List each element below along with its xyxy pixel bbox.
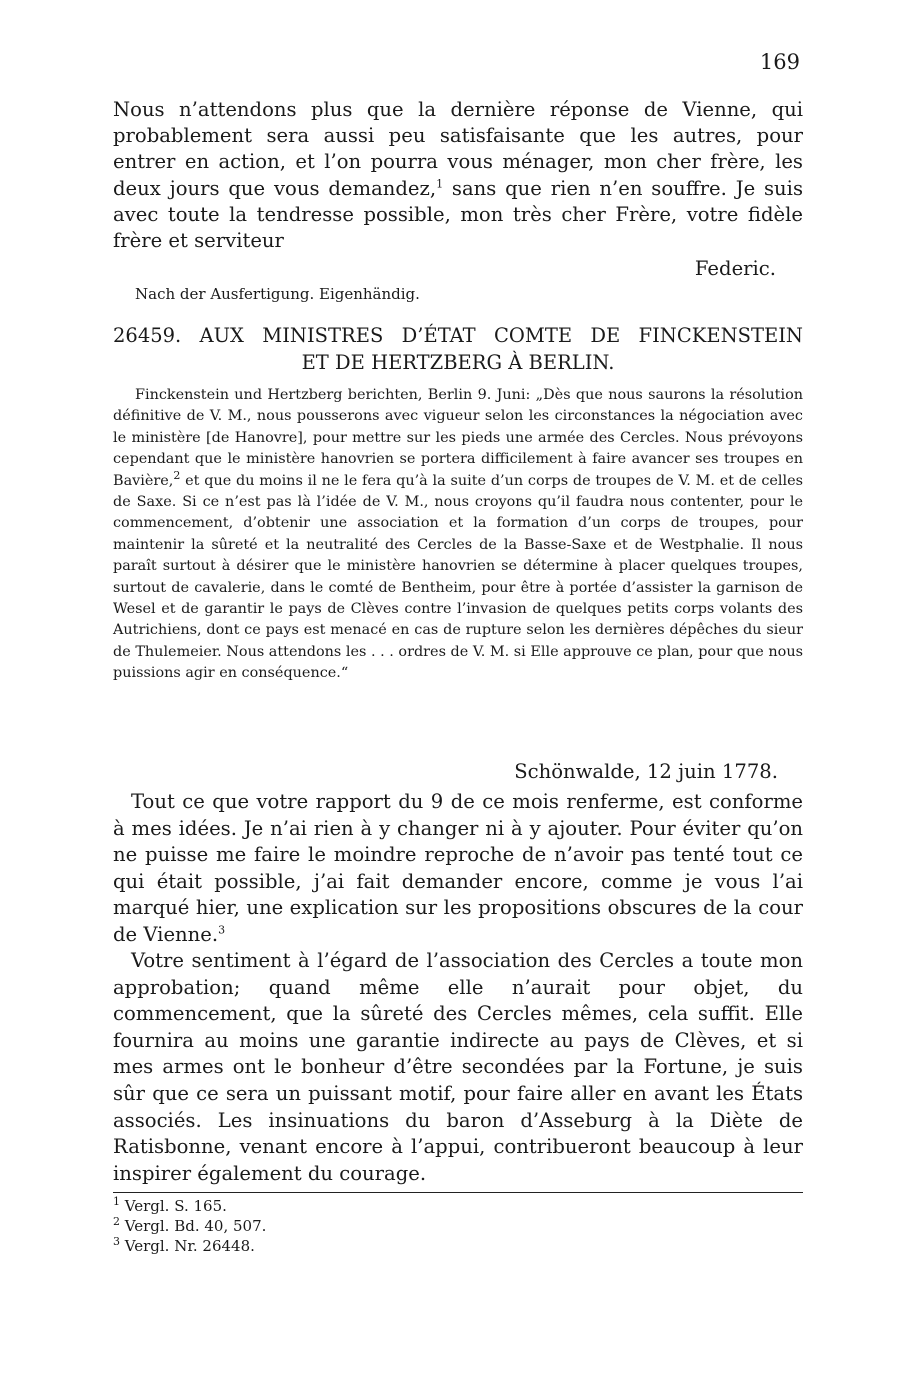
- report-text: Finckenstein und Hertzberg berichten, Berlin 9. Juni: „Dès que nous saurons la résolution définitive de V. M., nous pousserons avec vigueur selon les circonstances la négociation avec le ministère [de Hanovre], pour mettre sur les pieds une armée des Cercles. Nous prévoyons cependant que le ministère hanovrien se portera difficilement à faire avancer ses troupes en Bavière,: [113, 387, 803, 489]
- letter-text-continued: sans que rien n’en souffre. Je suis avec toute la tendresse possible, mon très cher Frère, votre fidèle frère et serviteur: [113, 176, 803, 253]
- footnote-ref-1[interactable]: 1: [436, 177, 444, 191]
- footnote-1: [113, 1196, 803, 1216]
- report-summary: [113, 385, 803, 685]
- heading-line-2: ET DE HERTZBERG À BERLIN.: [301, 351, 615, 374]
- footnote-ref-2[interactable]: 2: [173, 468, 181, 482]
- report-text-continued: et que du moins il ne le fera qu’à la suite d’un corps de troupes de V. M. et de celles de Saxe. Si ce n’est pas là l’idée de V. M., nous croyons qu’il faudra nous contenter, pour le commencement, d’obtenir une association et la formation d’un corps de troupes, pour maintenir la sûreté et la neutralité des Cercles de la Basse-Saxe et de Westphalie. Il nous paraît surtout à désirer que le ministère hanovrien se détermine à placer quelques troupes, surtout de cavalerie, dans le comté de Bentheim, pour être à portée d’assister la garnison de Wesel et de garantir le pays de Clèves contre l’invasion de quelques petits corps volants des Autrichiens, dont ce pays est menacé en cas de rupture selon les dernières dépêches du sieur de Thulemeier. Nous attendons les . . . ordres de V. M. si Elle approuve ce plan, pour que nous puissions agir en conséquence.“: [113, 472, 803, 682]
- body-paragraph-2: Votre sentiment à l’égard de l’association des Cercles a toute mon approbation; quand même elle n’aurait pour objet, du commencement, que la sûreté des Cercles mêmes, cela suffit. Elle fournira au moins une garantie indirecte au pays de Clèves, et si mes armes ont le bonheur d’être secondées par la Fortune, je suis sûr que ce sera un puissant motif, pour faire aller en avant les États associés. Les insinuations du baron d’Asseburg à la Diète de Ratisbonne, venant encore à l’appui, contribueront beaucoup à leur inspirer également du courage.: [113, 949, 803, 1185]
- footnote-mark: 2: [113, 1215, 120, 1228]
- footnotes: [113, 1196, 803, 1256]
- source-note: Nach der Ausfertigung. Eigenhändig.: [135, 285, 420, 303]
- page-number: 169: [759, 50, 800, 74]
- body-paragraph-1: [113, 789, 803, 949]
- document-heading: [113, 322, 803, 376]
- signature: Federic.: [694, 257, 776, 280]
- dateline: Schönwalde, 12 juin 1778.: [514, 760, 778, 783]
- letter-text: Nous n’attendons plus que la dernière réponse de Vienne, qui probablement sera aussi peu satisfaisante que les autres, pour entrer en action, et l’on pourra vous ménager, mon cher frère, les deux jours que vous demandez,: [113, 98, 803, 200]
- paragraph-1-text: Tout ce que votre rapport du 9 de ce mois renferme, est conforme à mes idées. Je n’ai rien à y changer ni à y ajouter. Pour éviter qu’on ne puisse me faire le moindre reproche de n’avoir pas tenté tout ce qui était possible, j’ai fait demander encore, comme je vous l’ai marqué hier, une explication sur les propositions obscures de la cour de Vienne.: [113, 790, 803, 946]
- footnote-mark: 1: [113, 1195, 120, 1208]
- footnote-text: Vergl. Nr. 26448.: [124, 1237, 255, 1255]
- footnote-divider: [113, 1192, 803, 1193]
- footnote-mark: 3: [113, 1235, 120, 1248]
- footnote-text: Vergl. S. 165.: [124, 1197, 227, 1215]
- footnote-3: [113, 1236, 803, 1256]
- footnote-text: Vergl. Bd. 40, 507.: [124, 1217, 267, 1235]
- footnote-ref-3[interactable]: 3: [218, 923, 226, 937]
- heading-line-1: 26459. AUX MINISTRES D’ÉTAT COMTE DE FINCKENSTEIN: [113, 324, 803, 347]
- letter-closing-paragraph: [113, 97, 803, 254]
- footnote-2: [113, 1216, 803, 1236]
